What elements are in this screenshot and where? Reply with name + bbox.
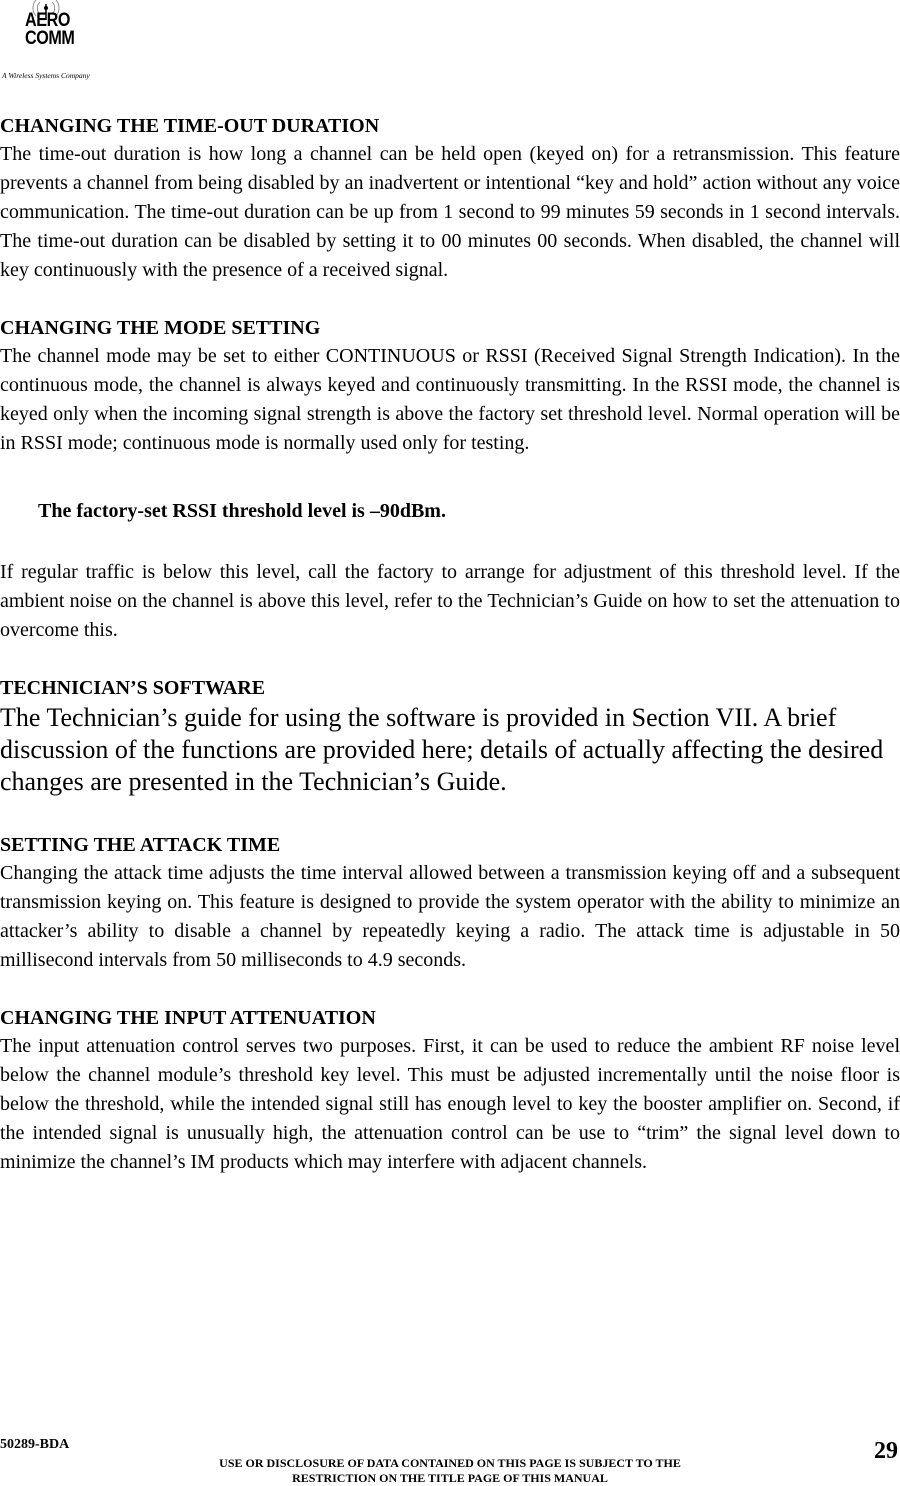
mode-body-continued: If regular traffic is below this level, call the factory to arrange for adjustment of this threshold level. If the ambient noise on the channel is above this level, refer to the Technician’s Guide on how to set the attenuation to overcome this. — [0, 561, 900, 641]
document-number: 50289-BDA — [0, 1437, 70, 1452]
attack-heading: SETTING THE ATTACK TIME — [0, 834, 281, 856]
notice-line-2: RESTRICTION ON THE TITLE PAGE OF THIS MANUAL — [292, 1471, 608, 1485]
threshold-note: The factory-set RSSI threshold level is –90dBm. — [38, 500, 446, 522]
mode-body: The channel mode may be set to either CONTINUOUS or RSSI (Received Signal Strength Indication). In the continuous mode, the channel is always keyed and continuously transmitting. In the RSSI mode, the channel is keyed only when the incoming signal strength is above the factory set threshold level. Normal operation will be in RSSI mode; continuous mode is normally used only for testing. — [0, 345, 900, 454]
page-number: 29 — [874, 1438, 898, 1464]
logo-aero-text: AERO — [25, 10, 70, 31]
timeout-body: The time-out duration is how long a channel can be held open (keyed on) for a retransmission. This feature prevents a channel from being disabled by an inadvertent or intentional “key and hold” action without any voice communication. The time-out duration can be up from 1 second to 99 minutes 59 seconds in 1 second intervals. The time-out duration can be disabled by setting it to 00 minutes 00 seconds. When disabled, the channel will key continuously with the presence of a received signal. — [0, 143, 900, 281]
attenuation-body: The input attenuation control serves two purposes. First, it can be used to reduce the ambient RF noise level below the channel module’s threshold key level. This must be adjusted incrementally until the noise floor is below the threshold, while the intended signal still has enough level to key the booster amplifier on. Second, if the intended signal is unusually high, the attenuation control can be use to “trim” the signal level down to minimize the channel’s IM products which may interfere with adjacent channels. — [0, 1035, 900, 1173]
mode-heading: CHANGING THE MODE SETTING — [0, 317, 321, 339]
timeout-heading: CHANGING THE TIME-OUT DURATION — [0, 115, 380, 137]
company-logo — [0, 0, 110, 80]
software-body: The Technician’s guide for using the software is provided in Section VII. A brief discussion of the functions are provided here; details of actually affecting the desired changes are presented in the Technician’s Guide. — [0, 703, 884, 796]
attack-body: Changing the attack time adjusts the time interval allowed between a transmission keying off and a subsequent transmission keying on. This feature is designed to provide the system operator with the ability to minimize an attacker’s ability to disable a channel by repeatedly keying a radio. The attack time is adjustable in 50 millisecond intervals from 50 milliseconds to 4.9 seconds. — [0, 862, 900, 971]
software-heading: TECHNICIAN’S SOFTWARE — [0, 677, 266, 699]
notice-line-1: USE OR DISCLOSURE OF DATA CONTAINED ON THIS PAGE IS SUBJECT TO THE — [219, 1456, 681, 1470]
page-content — [0, 112, 900, 1177]
logo-comm-text: COMM — [25, 28, 75, 49]
attenuation-heading: CHANGING THE INPUT ATTENUATION — [0, 1007, 376, 1029]
disclosure-notice — [150, 1456, 750, 1486]
logo-tagline: A Wireless Systems Company — [2, 71, 90, 80]
